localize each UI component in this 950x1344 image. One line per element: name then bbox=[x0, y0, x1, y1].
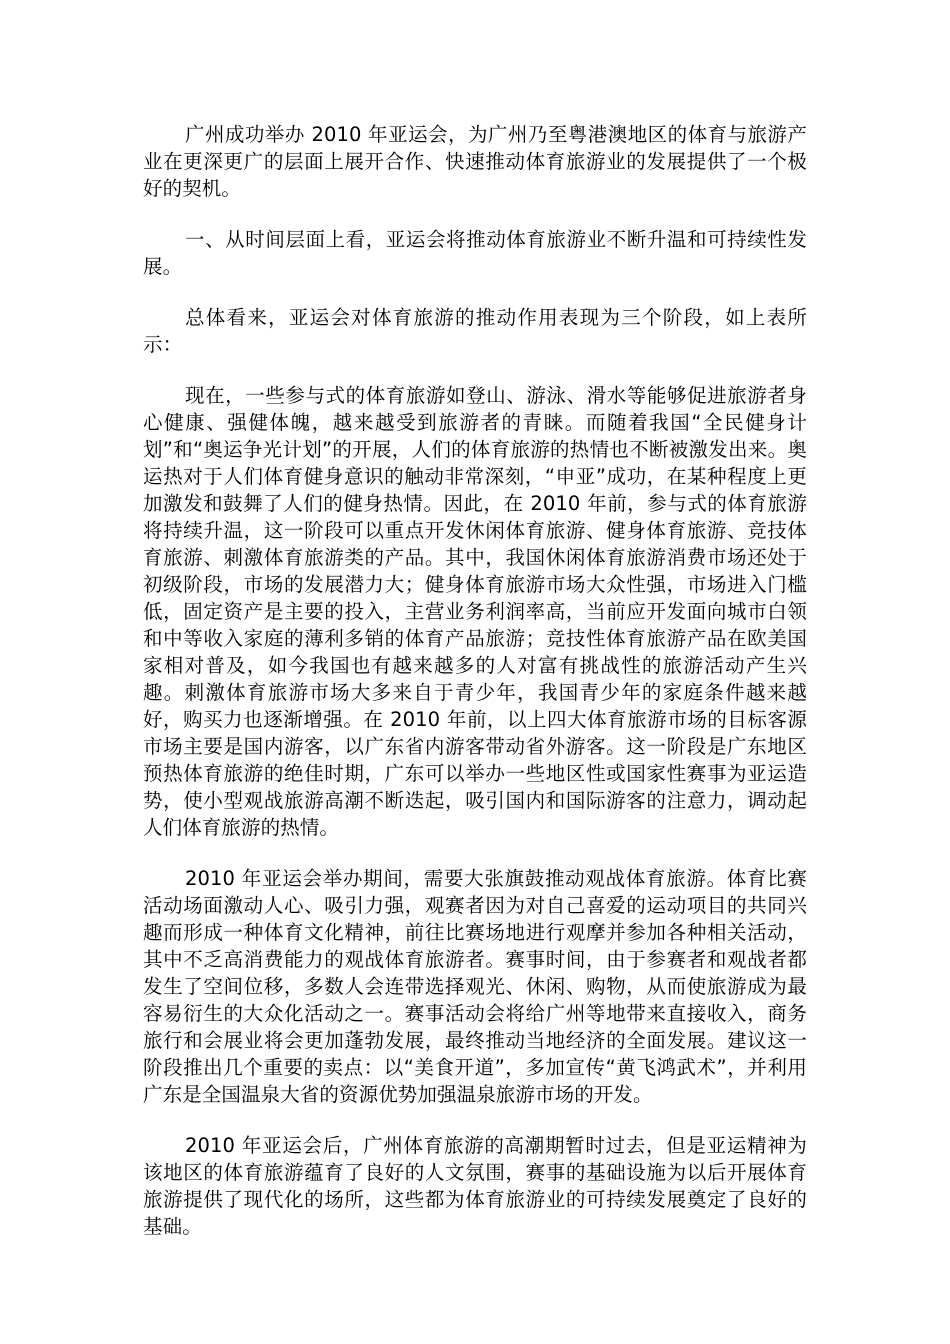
paragraph-section-heading: 一、从时间层面上看，亚运会将推动体育旅游业不断升温和可持续性发展。 bbox=[143, 228, 807, 278]
paragraph-pre-games: 现在，一些参与式的体育旅游如登山、游泳、滑水等能够促进旅游者身心健康、强健体魄，越来越受到旅游者的青睐。而随着我国“全民健身计划”和“奥运争光计划”的开展，人们的体育旅游的热情也不断被激发出来。奥运热对于人们体育健身意识的触动非常深刻，“申亚”成功，在某种程度上更加激发和鼓舞了人们的健身热情。因此，在 2010 年前，参与式的体育旅游将持续升温，这一阶段可以重点开发休闲体育旅游、健身体育旅游、竞技体育旅游、刺激体育旅游类的产品。其中，我国休闲体育旅游消费市场还处于初级阶段，市场的发展潜力大；健身体育旅游市场大众性强，市场进入门槛低，固定资产是主要的投入，主营业务利润率高，当前应开发面向城市白领和中等收入家庭的薄利多销的体育产品旅游；竞技性体育旅游产品在欧美国家相对普及，如今我国也有越来越多的人对富有挑战性的旅游活动产生兴趣。刺激体育旅游市场大多来自于青少年，我国青少年的家庭条件越来越好，购买力也逐渐增强。在 2010 年前，以上四大体育旅游市场的目标客源市场主要是国内游客，以广东省内游客带动省外游客。这一阶段是广东地区预热体育旅游的绝佳时期，广东可以举办一些地区性或国家性赛事为亚运造势，使小型观战旅游高潮不断迭起，吸引国内和国际游客的注意力，调动起人们体育旅游的热情。 bbox=[143, 384, 807, 839]
document-page bbox=[143, 121, 807, 1264]
paragraph-overview: 总体看来，亚运会对体育旅游的推动作用表现为三个阶段，如上表所示： bbox=[143, 306, 807, 356]
paragraph-post-games: 2010 年亚运会后，广州体育旅游的高潮期暂时过去，但是亚运精神为该地区的体育旅游蕴育了良好的人文氛围，赛事的基础设施为以后开展体育旅游提供了现代化的场所，这些都为体育旅游业的可持续发展奠定了良好的基础。 bbox=[143, 1134, 807, 1238]
paragraph-during-games: 2010 年亚运会举办期间，需要大张旗鼓推动观战体育旅游。体育比赛活动场面激动人心、吸引力强，观赛者因为对自己喜爱的运动项目的共同兴趣而形成一种体育文化精神，前往比赛场地进行观摩并参加各种相关活动，其中不乏高消费能力的观战体育旅游者。赛事时间，由于参赛者和观战者都发生了空间位移，多数人会连带选择观光、休闲、购物，从而使旅游成为最容易衍生的大众化活动之一。赛事活动会将给广州等地带来直接收入，商务旅行和会展业将会更加蓬勃发展，最终推动当地经济的全面发展。建议这一阶段推出几个重要的卖点：以“美食开道”，多加宣传“黄飞鸿武术”，并利用广东是全国温泉大省的资源优势加强温泉旅游市场的开发。 bbox=[143, 867, 807, 1106]
paragraph-intro: 广州成功举办 2010 年亚运会，为广州乃至粤港澳地区的体育与旅游产业在更深更广的层面上展开合作、快速推动体育旅游业的发展提供了一个极好的契机。 bbox=[143, 123, 807, 200]
